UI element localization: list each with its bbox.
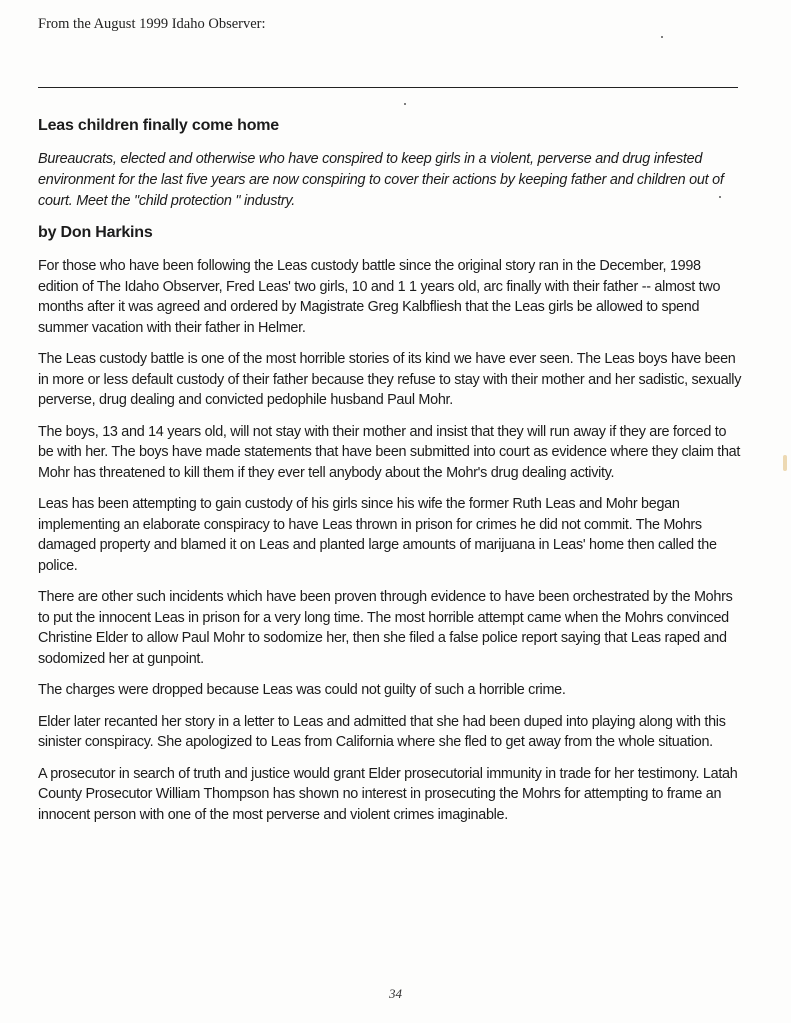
scan-stain	[783, 455, 787, 471]
article-paragraph: The charges were dropped because Leas was could not guilty of such a horrible crime.	[38, 682, 566, 698]
article-paragraph: The boys, 13 and 14 years old, will not stay with their mother and insist that they will run away if they are forced to be with her. The boys have made statements that have been submitted into court as evidence where they claim that Mohr has threatened to kill them if they ever tell anybody about the Mohr's drug dealing activity.	[38, 423, 741, 481]
article-paragraph: The Leas custody battle is one of the most horrible stories of its kind we have ever seen. The Leas boys have been in more or less default custody of their father because they refuse to stay with their mother and her sadistic, sexually perverse, drug dealing and convicted pedophile husband Paul Mohr.	[38, 351, 742, 408]
page-number: 34	[389, 986, 402, 1001]
article-paragraph: Elder later recanted her story in a letter to Leas and admitted that she had been duped into playing along with this sinister conspiracy. She apologized to Leas from California where she fled to get away from the whole situation.	[38, 713, 726, 750]
article-paragraph: There are other such incidents which have been proven through evidence to have been orchestrated by the Mohrs to put the innocent Leas in prison for a very long time. The most horrible attempt came when the Mohrs convinced Christine Elder to allow Paul Mohr to sodomize her, then she filed a false police report saying that Leas raped and sodomized her at gunpoint.	[38, 589, 733, 667]
article-paragraph: A prosecutor in search of truth and justice would grant Elder prosecutorial immunity in trade for her testimony. Latah County Prosecutor William Thompson has shown no interest in prosecuting the Mohrs for attempting to frame an innocent person with one of the most perverse and violent crimes imaginable.	[38, 765, 738, 823]
article-paragraph: Leas has been attempting to gain custody of his girls since his wife the former Ruth Leas and Mohr began implementing an elaborate conspiracy to have Leas thrown in prison for crimes he did not commit. The Mohrs damaged property and blamed it on Leas and planted large amounts of marijuana in Leas' home then called the police.	[38, 496, 717, 574]
article	[38, 117, 743, 836]
horizontal-rule	[38, 87, 738, 88]
scan-speck	[404, 103, 406, 105]
article-headline: Leas children finally come home	[38, 117, 279, 134]
source-line: From the August 1999 Idaho Observer:	[38, 16, 266, 32]
article-paragraph: For those who have been following the Leas custody battle since the original story ran in the December, 1998 edition of The Idaho Observer, Fred Leas' two girls, 10 and 1 1 years old, arc finally with their father -- almost two months after it was agreed and ordered by Magistrate Greg Kalbfliesh that the Leas girls be allowed to spend summer vacation with their father in Helmer.	[38, 258, 721, 336]
scan-speck	[661, 36, 663, 38]
article-byline: by Don Harkins	[38, 224, 153, 241]
article-deck: Bureaucrats, elected and otherwise who have conspired to keep girls in a violent, perverse and drug infested environment for the last five years are now conspiring to cover their actions by keeping father and children out of court. Meet the "child protection " industry.	[38, 151, 724, 209]
